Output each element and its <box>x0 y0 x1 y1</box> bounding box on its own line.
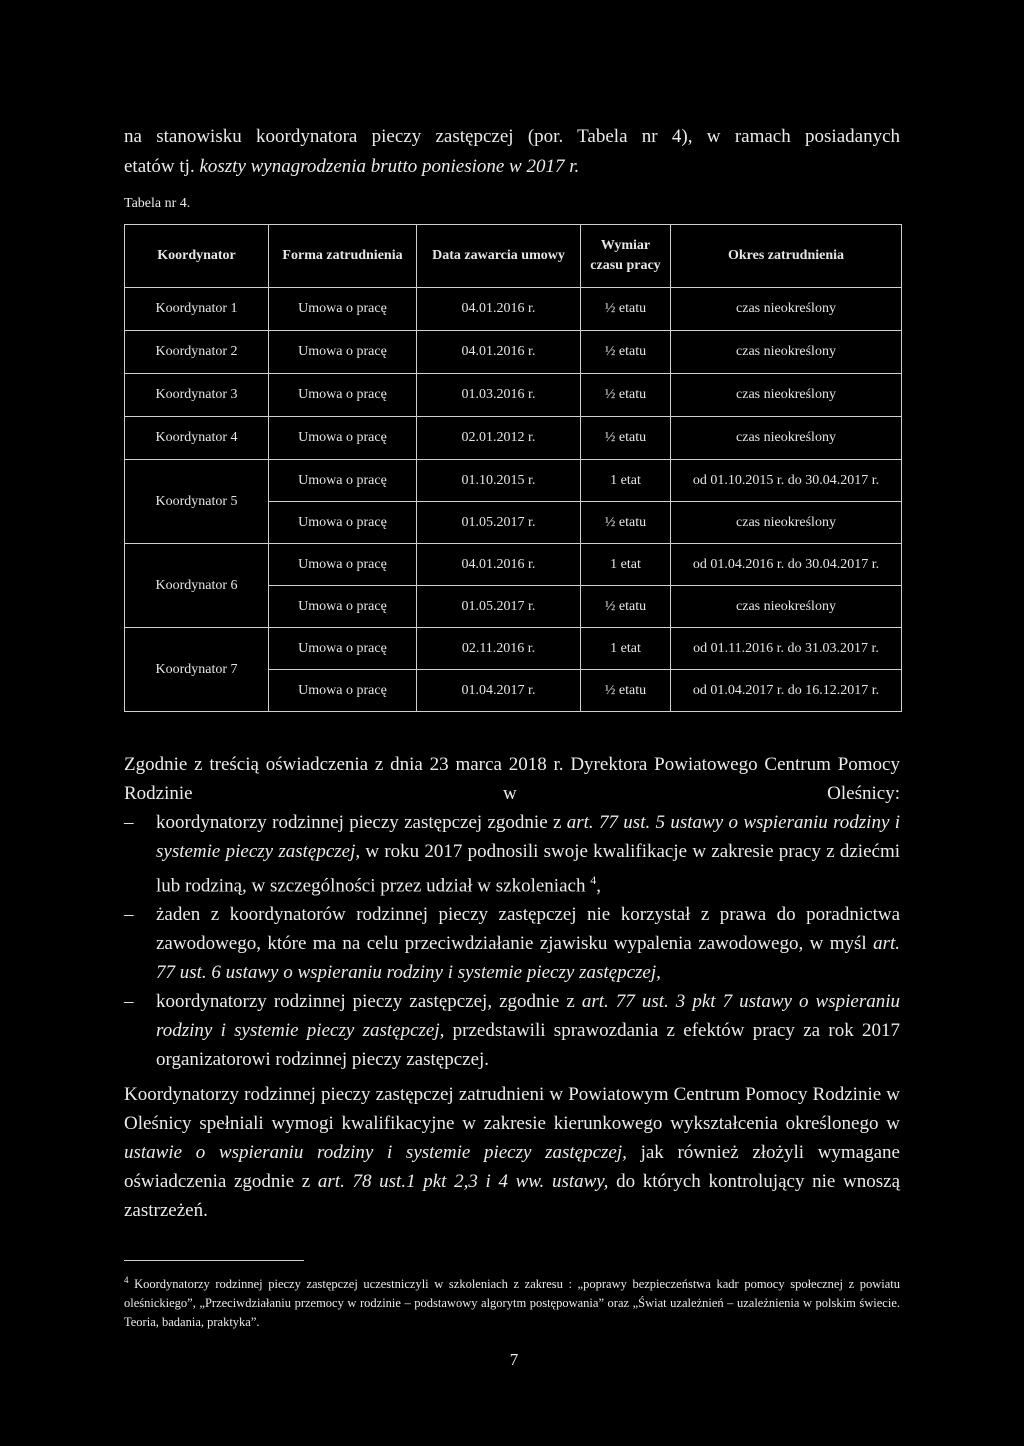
dash-bullet-icon: – <box>124 904 134 926</box>
cell-employment-form: Umowa o pracę <box>269 586 417 628</box>
cell-contract-date: 04.01.2016 r. <box>417 544 581 586</box>
table-row <box>125 460 902 502</box>
cell-working-time: ½ etatu <box>581 586 671 628</box>
cell-working-time: ½ etatu <box>581 288 671 331</box>
text-run: do których kontrolujący nie wnoszą zastrzeżeń. <box>124 1171 900 1221</box>
dash-bullet-icon: – <box>124 991 134 1013</box>
legal-reference: ustawie o wspieraniu rodziny i systemie pieczy zastępczej, <box>124 1142 627 1163</box>
list-item <box>124 987 900 1074</box>
intro-line-1: na stanowisku koordynatora pieczy zastępczej (por. Tabela nr 4), w ramach posiadanych <box>124 126 900 147</box>
cell-contract-date: 02.11.2016 r. <box>417 628 581 670</box>
statement-lead: Zgodnie z treścią oświadczenia z dnia 23 marca 2018 r. Dyrektora Powiatowego Centrum Pomocy Rodzinie w Oleśnicy: <box>124 754 900 804</box>
intro-text <box>124 122 900 182</box>
page-number: 7 <box>509 1350 519 1369</box>
table-row <box>125 374 902 417</box>
statement-section <box>124 750 900 1074</box>
legal-reference: art. 78 ust.1 pkt 2,3 i 4 ww. ustawy, <box>317 1171 609 1192</box>
cell-coordinator: Koordynator 5 <box>125 460 269 544</box>
header-working-time: Wymiar czasu pracy <box>581 225 671 288</box>
cell-coordinator: Koordynator 1 <box>125 288 269 331</box>
text-run: koordynatorzy rodzinnej pieczy zastępczej, zgodnie z <box>156 991 582 1013</box>
cell-working-time: ½ etatu <box>581 331 671 374</box>
cell-employment-form: Umowa o pracę <box>269 288 417 331</box>
footnote-ref: 4 <box>590 873 597 887</box>
text-run: przedstawili sprawozdania z efektów pracy za rok 2017 organizatorowi rodzinnej pieczy zastępczej. <box>156 1020 900 1071</box>
cell-employment-form: Umowa o pracę <box>269 544 417 586</box>
cell-employment-period: czas nieokreślony <box>671 288 902 331</box>
list-item <box>124 900 900 987</box>
cell-coordinator: Koordynator 6 <box>125 544 269 628</box>
cell-coordinator: Koordynator 2 <box>125 331 269 374</box>
table-caption: Tabela nr 4. <box>124 196 191 211</box>
text-run: jak również złożyli wymagane oświadczenia zgodnie z <box>124 1142 900 1192</box>
legal-reference: art. 77 ust. 5 ustawy o wspieraniu rodziny i systemie pieczy zastępczej, <box>156 812 901 862</box>
cell-working-time: ½ etatu <box>581 502 671 544</box>
cell-working-time: 1 etat <box>581 544 671 586</box>
intro-line-2: etatów tj. koszty wynagrodzenia brutto poniesione w 2017 r. <box>124 156 580 177</box>
cell-employment-period: czas nieokreślony <box>671 417 902 460</box>
coordinators-table <box>124 224 902 712</box>
cell-contract-date: 01.03.2016 r. <box>417 374 581 417</box>
cell-working-time: ½ etatu <box>581 670 671 712</box>
footnote-divider <box>124 1260 304 1261</box>
cell-employment-period: czas nieokreślony <box>671 374 902 417</box>
cell-employment-form: Umowa o pracę <box>269 417 417 460</box>
cell-coordinator: Koordynator 3 <box>125 374 269 417</box>
table-row <box>125 417 902 460</box>
cell-employment-form: Umowa o pracę <box>269 670 417 712</box>
text-run: Koordynatorzy rodzinnej pieczy zastępczej zatrudnieni w Powiatowym Centrum Pomocy Rodzinie w Oleśnicy spełniali wymogi kwalifikacyjne w zakresie kierunkowego wykształcenia określonego w <box>124 1084 900 1134</box>
cell-working-time: ½ etatu <box>581 374 671 417</box>
table-row <box>125 544 902 586</box>
table-body <box>125 288 902 712</box>
table-row <box>125 288 902 331</box>
legal-reference: art. 77 ust. 3 pkt 7 ustawy o wspieraniu rodziny i systemie pieczy zastępczej, <box>156 991 900 1042</box>
cell-employment-period: czas nieokreślony <box>671 502 902 544</box>
text-run: koordynatorzy rodzinnej pieczy zastępczej zgodnie z <box>156 812 567 833</box>
cell-employment-period: czas nieokreślony <box>671 331 902 374</box>
table-header-row <box>125 225 902 288</box>
header-employment-period: Okres zatrudnienia <box>671 225 902 288</box>
header-coordinator: Koordynator <box>125 225 269 288</box>
cell-employment-period: od 01.04.2017 r. do 16.12.2017 r. <box>671 670 902 712</box>
cell-contract-date: 01.10.2015 r. <box>417 460 581 502</box>
legal-reference: art. 77 ust. 6 ustawy o wspieraniu rodziny i systemie pieczy zastępczej, <box>156 933 900 984</box>
cell-employment-form: Umowa o pracę <box>269 502 417 544</box>
text-run: w roku 2017 podnosili swoje kwalifikacje w zakresie pracy z dziećmi lub rodziną, w szczególności przez udział w szkoleniach <box>156 841 901 897</box>
header-contract-date: Data zawarcia umowy <box>417 225 581 288</box>
cell-employment-period: od 01.04.2016 r. do 30.04.2017 r. <box>671 544 902 586</box>
cell-coordinator: Koordynator 7 <box>125 628 269 712</box>
list-item <box>124 808 900 900</box>
cell-contract-date: 02.01.2012 r. <box>417 417 581 460</box>
header-employment-form: Forma zatrudnienia <box>269 225 417 288</box>
cell-contract-date: 01.05.2017 r. <box>417 586 581 628</box>
cell-working-time: 1 etat <box>581 628 671 670</box>
cell-contract-date: 04.01.2016 r. <box>417 331 581 374</box>
footnote-mark: 4 <box>124 1275 129 1285</box>
table-row <box>125 628 902 670</box>
cell-employment-period: od 01.10.2015 r. do 30.04.2017 r. <box>671 460 902 502</box>
cell-contract-date: 01.04.2017 r. <box>417 670 581 712</box>
statement-list <box>124 808 900 1074</box>
qualifications-paragraph <box>124 1080 900 1225</box>
cell-employment-form: Umowa o pracę <box>269 628 417 670</box>
cell-working-time: ½ etatu <box>581 417 671 460</box>
cell-employment-form: Umowa o pracę <box>269 374 417 417</box>
cell-employment-form: Umowa o pracę <box>269 331 417 374</box>
cell-employment-period: od 01.11.2016 r. do 31.03.2017 r. <box>671 628 902 670</box>
table-row <box>125 331 902 374</box>
cell-contract-date: 01.05.2017 r. <box>417 502 581 544</box>
footnote <box>124 1271 900 1332</box>
cell-employment-form: Umowa o pracę <box>269 460 417 502</box>
text-run: żaden z koordynatorów rodzinnej pieczy zastępczej nie korzystał z prawa do poradnictwa zawodowego, które ma na celu przeciwdziałanie zjawisku wypalenia zawodowego, w myśl <box>156 904 900 955</box>
text-run: , <box>596 875 601 897</box>
cell-contract-date: 04.01.2016 r. <box>417 288 581 331</box>
cell-working-time: 1 etat <box>581 460 671 502</box>
cell-coordinator: Koordynator 4 <box>125 417 269 460</box>
dash-bullet-icon: – <box>124 812 134 833</box>
footnote-text: Koordynatorzy rodzinnej pieczy zastępczej uczestniczyli w szkoleniach z zakresu : „poprawy bezpieczeństwa kadr pomocy społecznej z powiatu oleśnickiego”, „Przeciwdziałaniu przemocy w rodzinie – podstawowy algorytm postępowania” oraz „Świat uzależnień – uzależnienia w polskim świecie. Teoria, badania, praktyka”. <box>124 1277 900 1330</box>
cell-employment-period: czas nieokreślony <box>671 586 902 628</box>
